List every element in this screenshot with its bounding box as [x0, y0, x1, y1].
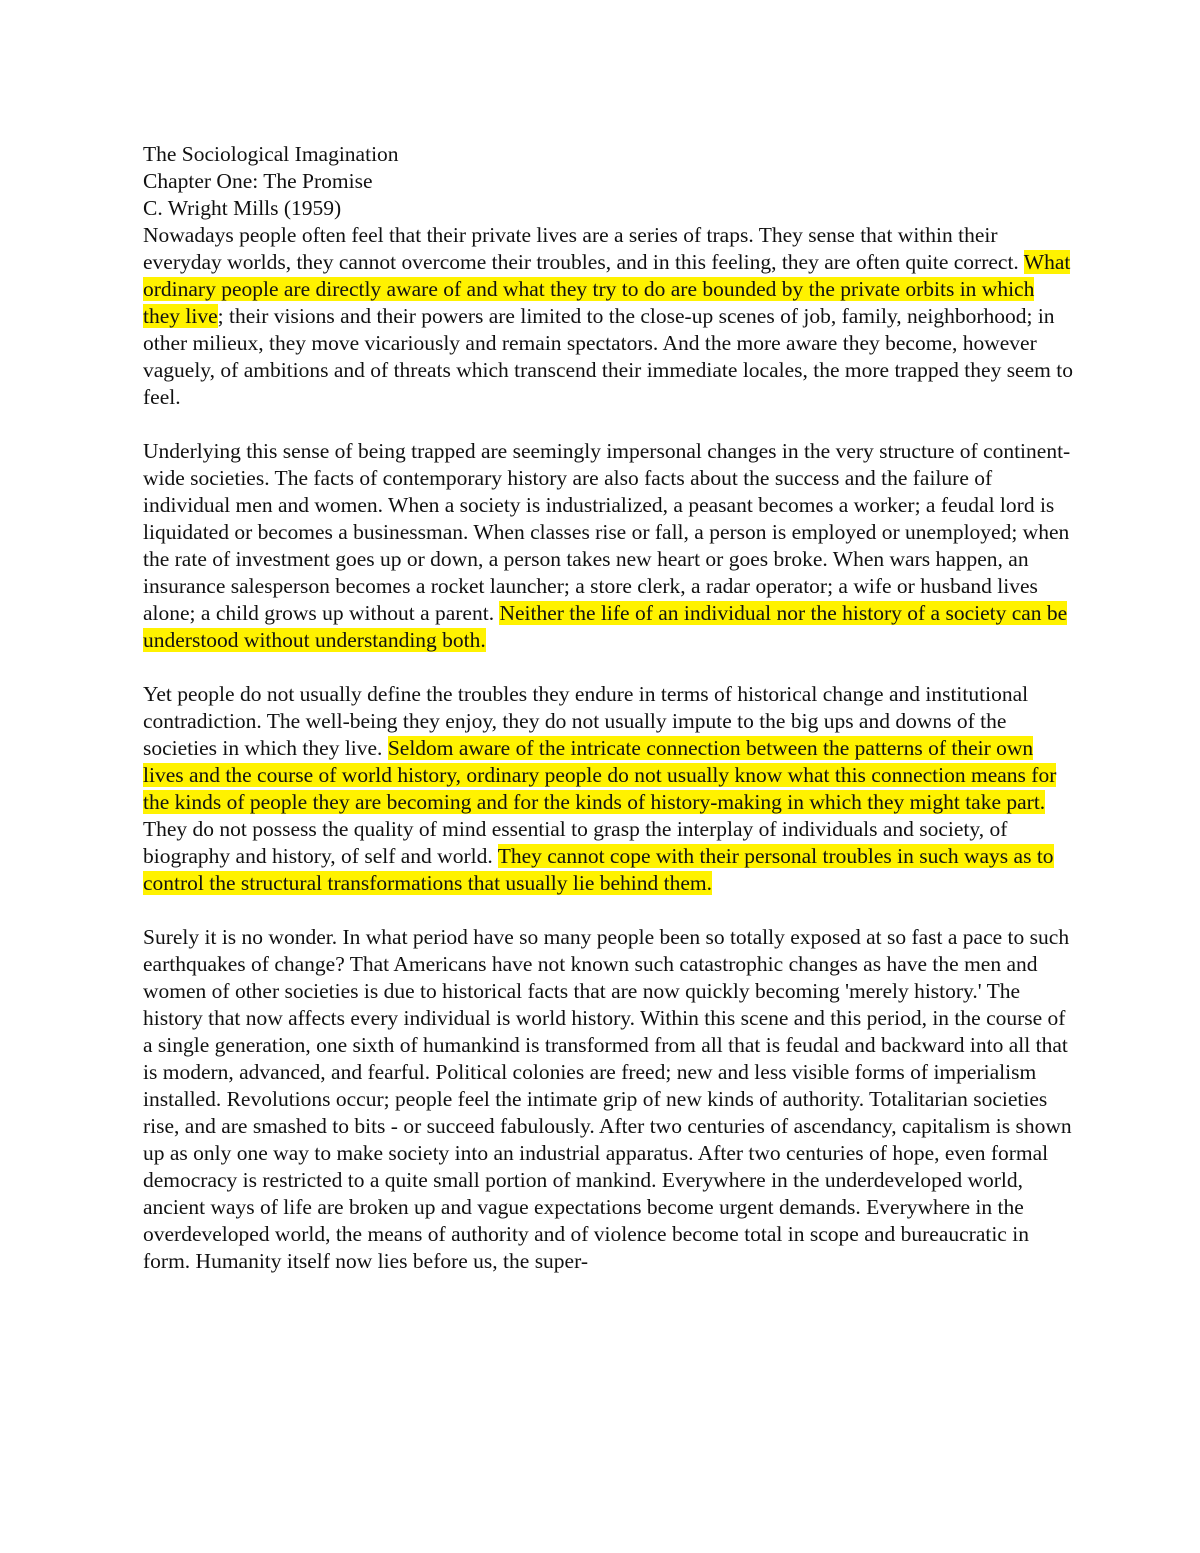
paragraph-text: They do not possess the quality of mind essential to grasp the interplay of individuals and society, of biography and history, of self and world. — [143, 817, 1008, 868]
paragraph-text: Yet people do not usually define the troubles they endure in terms of historical change and institutional contradiction. The well-being they enjoy, they do not usually impute to the big ups and downs of the societies in which they live. — [143, 682, 1029, 760]
body-paragraph — [143, 924, 1073, 1275]
author-line: C. Wright Mills (1959) — [143, 196, 342, 220]
body-paragraph — [143, 438, 1073, 654]
body-paragraph — [143, 681, 1073, 897]
highlighted-text: Neither the life of an individual nor the history of a society can be understood without understanding both. — [143, 601, 1068, 652]
paragraph-text: Surely it is no wonder. In what period have so many people been so totally exposed at so fast a pace to such earthquakes of change? That Americans have not known such catastrophic changes as have the men and women of other societies is due to historical facts that are now quickly becoming 'merely history.' The history that now affects every individual is world history. Within this scene and this period, in the course of a single generation, one sixth of humankind is transformed from all that is feudal and backward into all that is modern, advanced, and fearful. Political colonies are freed; new and less visible forms of imperialism installed. Revolutions occur; people feel the intimate grip of new kinds of authority. Totalitarian societies rise, and are smashed to bits - or succeed fabulously. After two centuries of ascendancy, capitalism is shown up as only one way to make society into an industrial apparatus. After two centuries of hope, even formal democracy is restricted to a quite small portion of mankind. Everywhere in the underdeveloped world, ancient ways of life are broken up and vague expectations become urgent demands. Everywhere in the overdeveloped world, the means of authority and of violence become total in scope and bureaucratic in form. Humanity itself now lies before us, the super- — [143, 925, 1072, 1273]
highlighted-text: They cannot cope with their personal troubles in such ways as to control the structural transformations that usually lie behind them. — [143, 844, 1054, 895]
paragraph-text: ; their visions and their powers are limited to the close-up scenes of job, family, neighborhood; in other milieux, they move vicariously and remain spectators. And the more aware they become, however vaguely, of ambitions and of threats which transcend their immediate locales, the more trapped they seem to feel. — [143, 304, 1073, 409]
body-paragraph — [143, 222, 1073, 411]
paragraph-list — [143, 222, 1073, 1275]
highlighted-text: Seldom aware of the intricate connection between the patterns of their own lives and the course of world history, ordinary people do not usually know what this connection means for the kinds of people they are becoming and for the kinds of history-making in which they might take part. — [143, 736, 1057, 814]
document-body — [143, 141, 1073, 1275]
paragraph-text: Nowadays people often feel that their private lives are a series of traps. They sense that within their everyday worlds, they cannot overcome their troubles, and in this feeling, they are often quite correct. — [143, 223, 1024, 274]
document-title: The Sociological Imagination — [143, 142, 399, 166]
chapter-heading: Chapter One: The Promise — [143, 169, 373, 193]
paragraph-text: Underlying this sense of being trapped are seemingly impersonal changes in the very structure of continent-wide societies. The facts of contemporary history are also facts about the success and the failure of individual men and women. When a society is industrialized, a peasant becomes a worker; a feudal lord is liquidated or becomes a businessman. When classes rise or fall, a person is employed or unemployed; when the rate of investment goes up or down, a person takes new heart or goes broke. When wars happen, an insurance salesperson becomes a rocket launcher; a store clerk, a radar operator; a wife or husband lives alone; a child grows up without a parent. — [143, 439, 1071, 625]
highlighted-text: What ordinary people are directly aware of and what they try to do are bounded by the private orbits in which they live — [143, 250, 1071, 328]
